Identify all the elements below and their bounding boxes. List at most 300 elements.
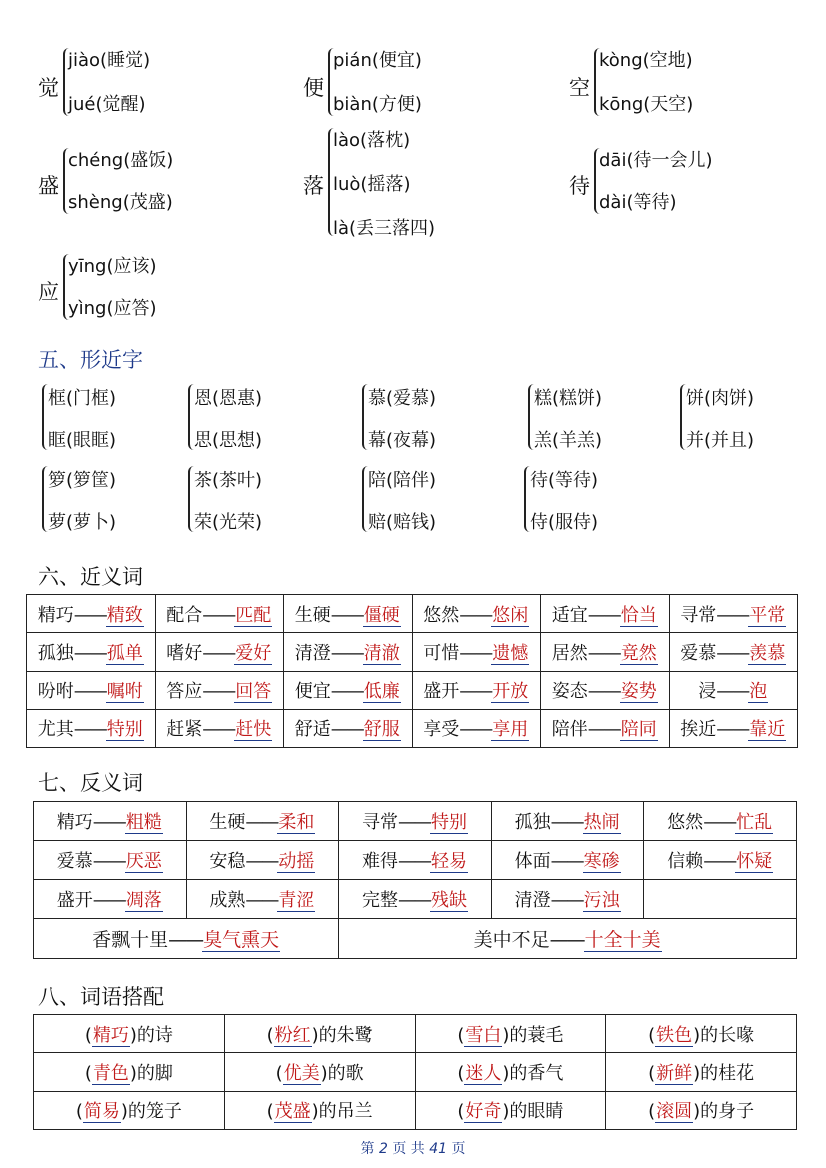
answer-word: 寒碜 [583,850,620,872]
reading: shèng(茂盛) [68,192,173,213]
table-row [34,918,797,958]
reading: jué(觉醒) [68,94,146,115]
dash: —— [587,604,620,626]
word: 答应 [166,681,203,703]
collocation-cell [415,1091,606,1129]
answer-word: 匹配 [235,604,272,626]
word-pair-cell [34,802,187,841]
word-pair-cell [541,709,670,747]
noun-phrase: 的香气 [509,1062,564,1084]
word-pair-cell [284,633,413,671]
word: 可惜 [423,642,460,664]
dash: —— [716,604,749,626]
reading: dài(等待) [599,192,677,213]
word: 孤独 [514,811,551,833]
answer-word: 孤单 [106,642,143,664]
polyphone-item [303,124,523,244]
dash: —— [202,681,235,703]
word-pair-cell [644,802,797,841]
paren: ( [457,1101,465,1123]
similar-char: 恩(恩惠) [194,388,263,409]
word-pair-cell [34,879,187,918]
answer-word: 怀疑 [736,850,773,872]
word-pair-cell [27,709,156,747]
dash: —— [397,850,430,872]
paren: ( [457,1062,465,1084]
answer-word: 雪白 [465,1024,502,1046]
word: 寻常 [361,811,398,833]
dash: —— [549,928,584,951]
synonyms-table [26,594,798,748]
word: 难得 [361,850,398,872]
word-pair-cell [541,671,670,709]
word: 安稳 [209,850,246,872]
dash: —— [550,811,583,833]
dash: —— [92,850,125,872]
paren: ) [502,1062,510,1084]
reading: luò(摇落) [333,174,411,195]
dash: —— [459,681,492,703]
word-pair-cell [27,671,156,709]
word: 美中不足 [473,928,550,951]
word-pair-cell [412,671,541,709]
dash: —— [459,719,492,741]
paren: ( [457,1024,465,1046]
similar-char: 待(等待) [530,470,599,491]
reading: kòng(空地) [599,50,693,71]
answer-word: 新鲜 [656,1062,693,1084]
similar-char-pair [188,464,328,536]
answer-word: 青涩 [278,889,315,911]
dash: —— [459,604,492,626]
answer-word: 粉红 [274,1024,311,1046]
dash: —— [202,719,235,741]
word: 舒适 [294,719,331,741]
answer-word: 低廉 [363,681,400,703]
similar-char: 荣(光荣) [194,512,263,533]
answer-word: 特别 [430,811,467,833]
word: 浸 [698,681,717,703]
word-pair-cell [186,802,339,841]
similar-char: 茶(茶叶) [194,470,263,491]
reading: dāi(待一会儿) [599,150,713,171]
paren: ( [266,1101,274,1123]
paren: ( [648,1101,656,1123]
collocation-cell [606,1091,797,1129]
reading: yìng(应答) [68,298,157,319]
polyphone-item [569,144,789,224]
answer-word: 靠近 [749,719,786,741]
polyphone-char: 觉 [38,76,59,100]
paren: ) [693,1101,701,1123]
reading: là(丢三落四) [333,218,436,239]
collocation-cell [606,1015,797,1053]
collocation-cell [34,1053,225,1091]
collocation-cell [415,1015,606,1053]
dash: —— [330,719,363,741]
collocation-cell [415,1053,606,1091]
table-row [27,709,798,747]
word: 香飘十里 [92,928,169,951]
table-row [34,840,797,879]
answer-word: 凋落 [125,889,162,911]
word-pair-cell [155,595,284,633]
polyphone-char: 便 [303,76,324,100]
word: 清澄 [514,889,551,911]
collocation-cell [34,1091,225,1129]
answer-word: 污浊 [583,889,620,911]
dash: —— [330,642,363,664]
answer-word: 开放 [492,681,529,703]
noun-phrase: 的歌 [327,1062,364,1084]
word: 陪伴 [551,719,588,741]
answer-word: 茂盛 [274,1101,311,1123]
answer-word: 精致 [106,604,143,626]
paren: ) [502,1101,510,1123]
similar-char-pair [524,464,664,536]
answer-word: 动摇 [278,850,315,872]
similar-char: 萝(萝卜) [48,512,117,533]
section-heading-antonyms: 七、反义词 [38,771,143,795]
answer-word: 悠闲 [492,604,529,626]
word: 挨近 [680,719,717,741]
similar-char: 赔(赔钱) [368,512,437,533]
answer-word: 享用 [492,719,529,741]
answer-word: 姿势 [620,681,657,703]
noun-phrase: 的蓑毛 [509,1024,564,1046]
word: 配合 [166,604,203,626]
answer-word: 柔和 [278,811,315,833]
section-heading-collocations: 八、词语搭配 [38,985,164,1009]
empty-cell [644,879,797,918]
dash: —— [245,889,278,911]
collocation-cell [224,1015,415,1053]
noun-phrase: 的朱鹭 [318,1024,373,1046]
dash: —— [245,811,278,833]
answer-word: 厌恶 [125,850,162,872]
noun-phrase: 的脚 [136,1062,173,1084]
paren: ( [266,1024,274,1046]
similar-char: 陪(陪伴) [368,470,437,491]
paren: ) [120,1101,128,1123]
similar-char: 羔(羊羔) [534,430,603,451]
table-row [34,1091,797,1129]
word: 居然 [551,642,588,664]
footer-text: 第 [360,1141,375,1157]
section-heading-similar-chars: 五、形近字 [38,348,143,372]
dash: —— [716,642,749,664]
paren: ( [648,1062,656,1084]
word: 盛开 [56,889,93,911]
answer-word: 热闹 [583,811,620,833]
word: 悠然 [423,604,460,626]
dash: —— [397,889,430,911]
noun-phrase: 的身子 [700,1101,755,1123]
word: 精巧 [37,604,74,626]
word-pair-cell [155,709,284,747]
noun-phrase: 的吊兰 [318,1101,373,1123]
reading: biàn(方便) [333,94,422,115]
answer-word: 恰当 [620,604,657,626]
paren: ( [75,1101,83,1123]
answer-word: 回答 [235,681,272,703]
answer-word: 清澈 [363,642,400,664]
word-pair-cell [644,840,797,879]
dash: —— [703,850,736,872]
polyphone-item [569,44,789,124]
dash: —— [587,719,620,741]
paren: ( [84,1062,92,1084]
similar-char-pair [188,382,328,454]
word: 爱慕 [680,642,717,664]
table-row [27,671,798,709]
answer-word: 残缺 [430,889,467,911]
answer-word: 十全十美 [584,928,661,951]
answer-word: 泡 [749,681,768,703]
noun-phrase: 的诗 [136,1024,173,1046]
word-pair-cell [155,671,284,709]
dash: —— [73,681,106,703]
answer-word: 遗憾 [492,642,529,664]
answer-word: 铁色 [656,1024,693,1046]
word-pair-cell [491,879,644,918]
word: 精巧 [56,811,93,833]
similar-char: 饼(肉饼) [686,388,755,409]
dash: —— [459,642,492,664]
word-pair-cell [339,918,797,958]
footer-text: 页 共 [392,1141,425,1157]
word-pair-cell [284,709,413,747]
word: 赶紧 [166,719,203,741]
collocation-cell [34,1015,225,1053]
similar-char: 并(并且) [686,430,755,451]
reading: kōng(天空) [599,94,694,115]
answer-word: 嘱咐 [106,681,143,703]
dash: —— [330,604,363,626]
word-pair-cell [155,633,284,671]
answer-word: 舒服 [363,719,400,741]
collocation-cell [224,1091,415,1129]
answer-word: 迷人 [465,1062,502,1084]
dash: —— [716,681,749,703]
similar-char-pair [528,382,668,454]
word-pair-cell [491,802,644,841]
dash: —— [73,642,106,664]
word: 信赖 [667,850,704,872]
word: 成熟 [209,889,246,911]
paren: ) [129,1062,137,1084]
polyphone-item [38,144,258,224]
word: 生硬 [209,811,246,833]
polyphone-item [303,44,523,124]
word-pair-cell [284,595,413,633]
word: 尤其 [37,719,74,741]
polyphone-char: 空 [569,76,590,100]
dash: —— [397,811,430,833]
antonyms-table [33,801,797,959]
word: 盛开 [423,681,460,703]
table-row [34,802,797,841]
answer-word: 爱好 [235,642,272,664]
word-pair-cell [669,671,798,709]
paren: ( [648,1024,656,1046]
word: 享受 [423,719,460,741]
word-pair-cell [669,595,798,633]
word-pair-cell [339,840,492,879]
paren: ) [129,1024,137,1046]
answer-word: 忙乱 [736,811,773,833]
table-row [34,1015,797,1053]
similar-char: 侍(服侍) [530,512,599,533]
answer-word: 陪同 [620,719,657,741]
polyphone-item [38,44,258,124]
word-pair-cell [34,918,339,958]
paren: ) [311,1101,319,1123]
word-pair-cell [541,595,670,633]
word: 爱慕 [56,850,93,872]
similar-char-pair [42,464,182,536]
similar-char: 幕(夜幕) [368,430,437,451]
word-pair-cell [669,633,798,671]
word-pair-cell [284,671,413,709]
reading: yīng(应该) [68,256,157,277]
answer-word: 青色 [92,1062,129,1084]
word-pair-cell [186,840,339,879]
paren: ) [320,1062,328,1084]
word: 适宜 [551,604,588,626]
answer-word: 粗糙 [125,811,162,833]
dash: —— [168,928,203,951]
word-pair-cell [27,633,156,671]
dash: —— [716,719,749,741]
dash: —— [703,811,736,833]
collocations-table [33,1014,797,1130]
section-heading-synonyms: 六、近义词 [38,565,143,589]
noun-phrase: 的眼睛 [509,1101,564,1123]
word-pair-cell [339,802,492,841]
answer-word: 好奇 [465,1101,502,1123]
word-pair-cell [412,595,541,633]
polyphone-char: 应 [38,280,59,304]
table-row [27,595,798,633]
answer-word: 臭气熏天 [203,928,280,951]
similar-char-pair [42,382,182,454]
paren: ( [275,1062,283,1084]
answer-word: 羡慕 [749,642,786,664]
answer-word: 赶快 [235,719,272,741]
word-pair-cell [27,595,156,633]
polyphone-char: 落 [303,174,324,198]
table-row [34,879,797,918]
dash: —— [330,681,363,703]
dash: —— [550,889,583,911]
paren: ) [693,1024,701,1046]
noun-phrase: 的桂花 [700,1062,755,1084]
noun-phrase: 的长喙 [700,1024,755,1046]
dash: —— [202,642,235,664]
answer-word: 滚圆 [656,1101,693,1123]
polyphone-char: 盛 [38,174,59,198]
word-pair-cell [669,709,798,747]
reading: lào(落枕) [333,130,411,151]
word: 寻常 [680,604,717,626]
reading: chéng(盛饭) [68,150,174,171]
collocation-cell [606,1053,797,1091]
similar-char: 箩(箩筐) [48,470,117,491]
paren: ) [693,1062,701,1084]
dash: —— [550,850,583,872]
word: 悠然 [667,811,704,833]
similar-char-pair [362,464,502,536]
polyphone-item [38,250,258,330]
word: 嗜好 [166,642,203,664]
answer-word: 轻易 [430,850,467,872]
word-pair-cell [412,633,541,671]
word: 生硬 [294,604,331,626]
word: 姿态 [551,681,588,703]
dash: —— [73,719,106,741]
answer-word: 优美 [283,1062,320,1084]
similar-char-pair [362,382,502,454]
word: 吩咐 [37,681,74,703]
word-pair-cell [339,879,492,918]
word-pair-cell [541,633,670,671]
word: 完整 [361,889,398,911]
similar-char: 糕(糕饼) [534,388,603,409]
dash: —— [245,850,278,872]
polyphone-char: 待 [569,174,590,198]
similar-char: 框(门框) [48,388,117,409]
paren: ) [311,1024,319,1046]
word: 清澄 [294,642,331,664]
word: 体面 [514,850,551,872]
paren: ( [84,1024,92,1046]
similar-char-pair [680,382,820,454]
word-pair-cell [412,709,541,747]
similar-char: 慕(爱慕) [368,388,437,409]
word-pair-cell [34,840,187,879]
collocation-cell [224,1053,415,1091]
dash: —— [73,604,106,626]
page-number: 2 [378,1141,388,1157]
answer-word: 竟然 [620,642,657,664]
dash: —— [92,889,125,911]
footer-text: 页 [451,1141,466,1157]
word: 便宜 [294,681,331,703]
table-row [34,1053,797,1091]
answer-word: 平常 [749,604,786,626]
answer-word: 精巧 [92,1024,129,1046]
similar-char: 思(思想) [194,430,263,451]
dash: —— [587,681,620,703]
total-pages: 41 [429,1141,448,1157]
table-row [27,633,798,671]
paren: ) [502,1024,510,1046]
answer-word: 僵硬 [363,604,400,626]
dash: —— [202,604,235,626]
word-pair-cell [186,879,339,918]
answer-word: 简易 [83,1101,120,1123]
word-pair-cell [491,840,644,879]
dash: —— [92,811,125,833]
page-footer [0,1138,826,1158]
dash: —— [587,642,620,664]
reading: jiào(睡觉) [68,50,151,71]
word: 孤独 [37,642,74,664]
reading: pián(便宜) [333,50,422,71]
answer-word: 特别 [106,719,143,741]
noun-phrase: 的笼子 [127,1101,182,1123]
